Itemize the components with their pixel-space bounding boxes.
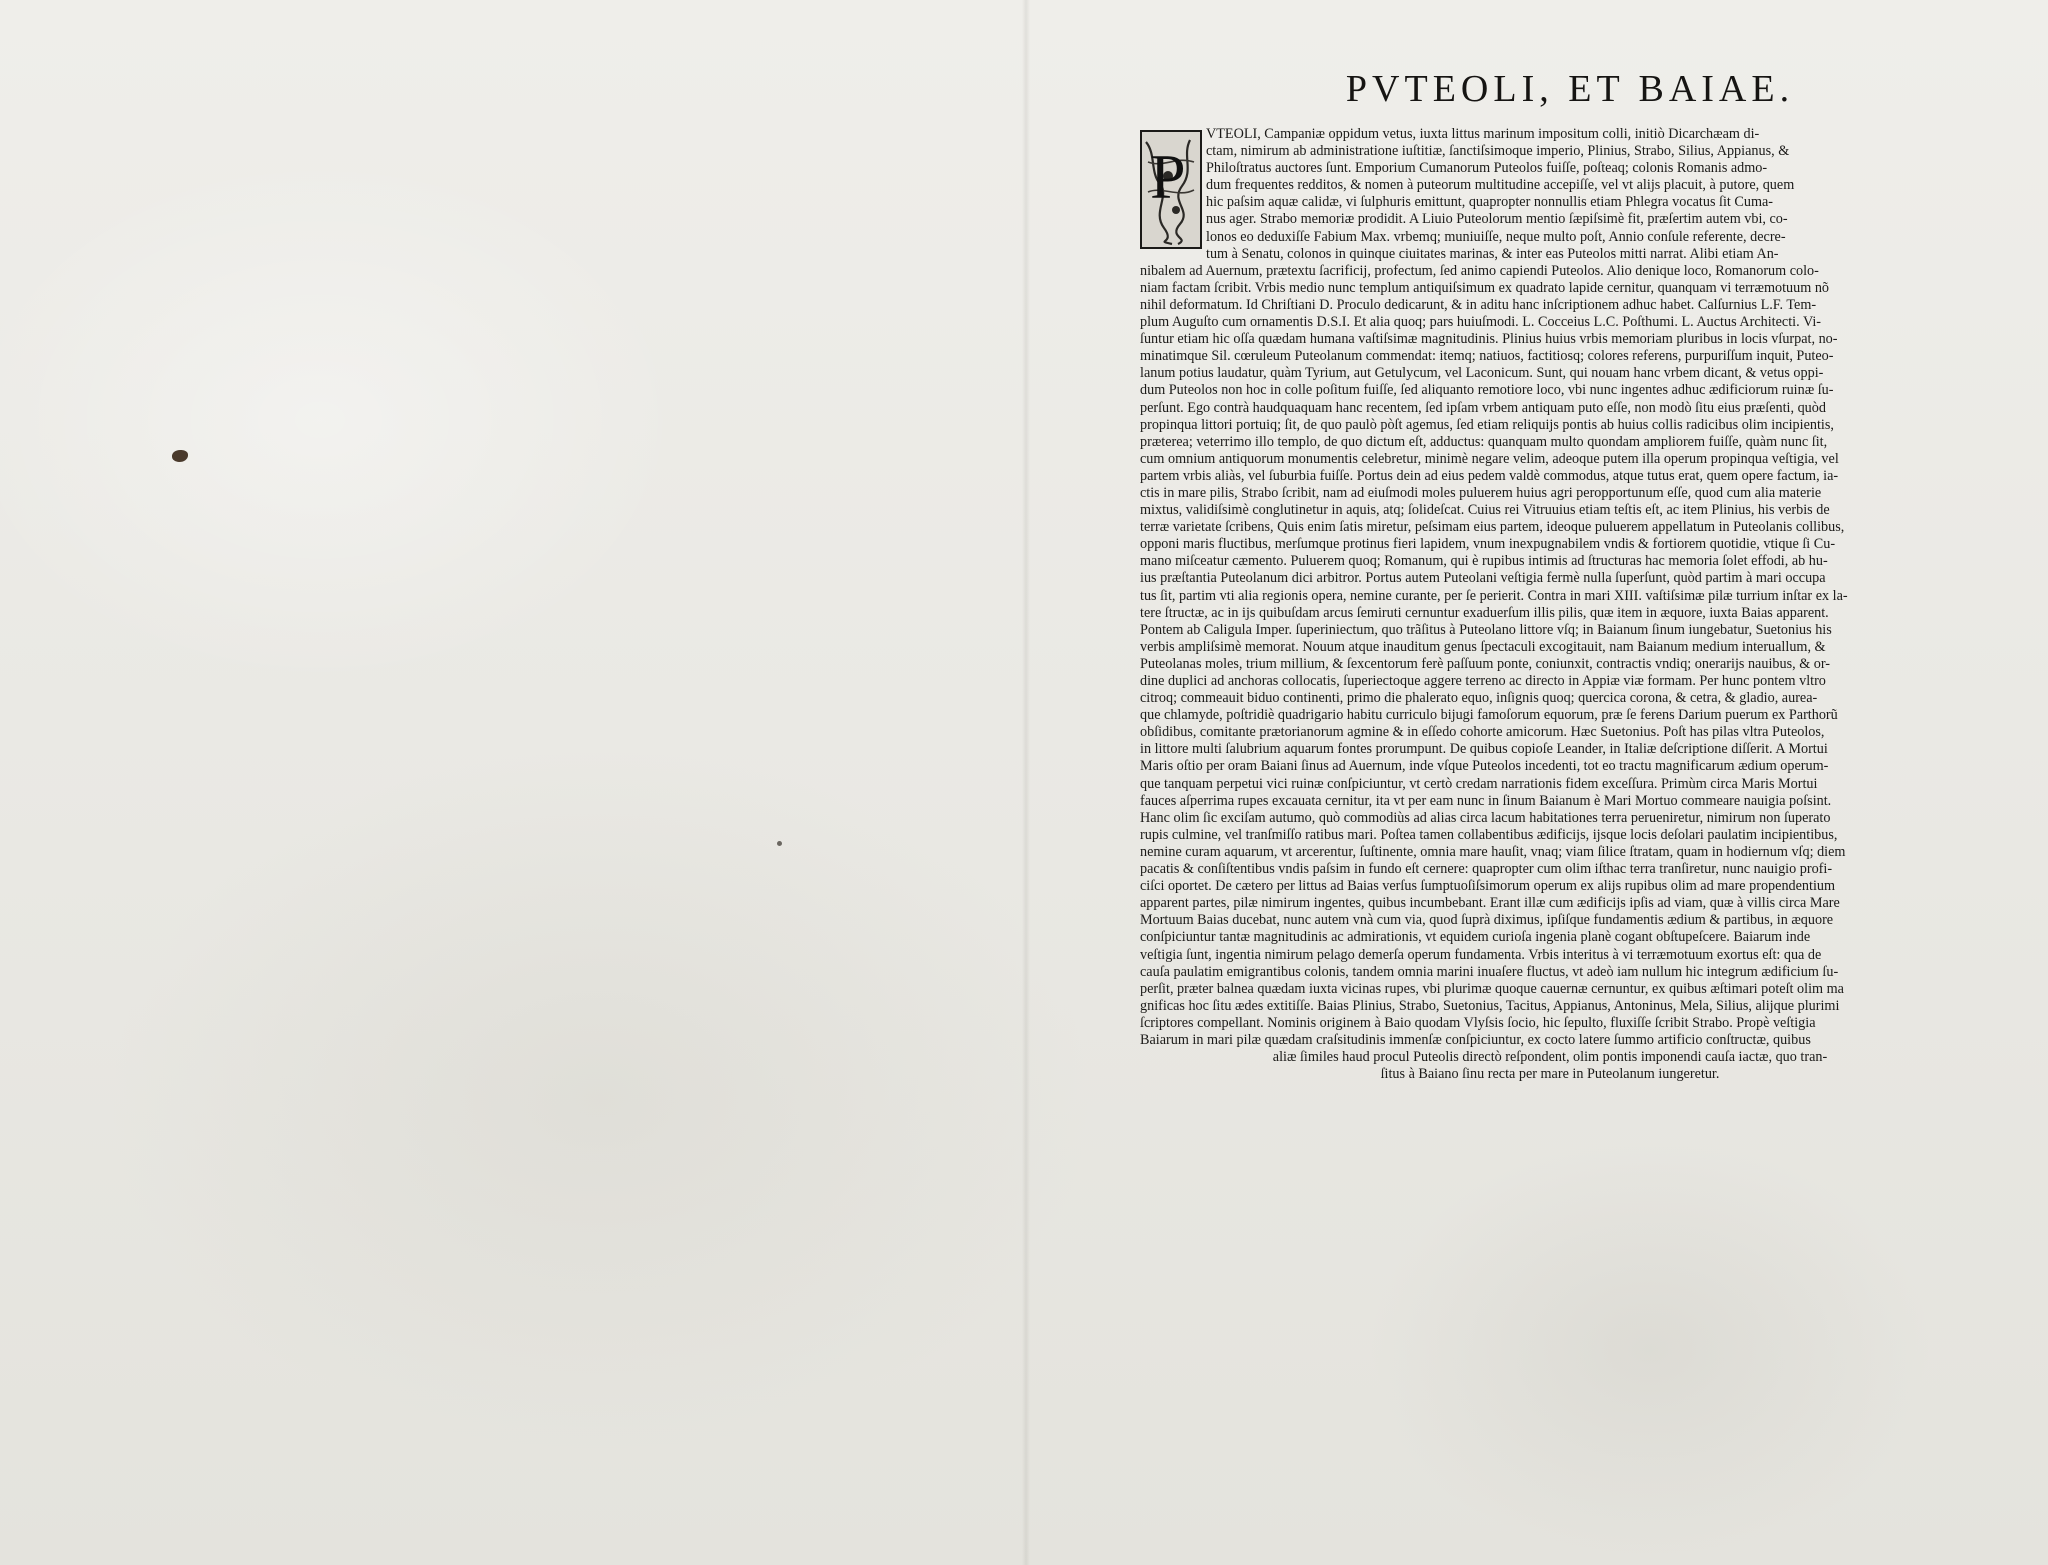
text-line: mixtus, validiſsimè conglutinetur in aquis, atq; ſolideſcat. Cuius rei Vitruuius etiam teſtis eſt, ac item Plinius, his verbis de — [1140, 502, 1830, 519]
text-line: ſitus à Baiano ſinu recta per mare in Puteolanum iungeretur. — [1380, 1066, 1720, 1083]
ink-stain — [172, 450, 188, 462]
text-line: ciſci oportet. De cætero per littus ad Baias verſus ſumptuoſiſsimorum operum ex alijs rupibus olim ad mare propendentium — [1140, 878, 1836, 895]
text-line: propinqua littori portuiq; ſit, de quo paulò pòſt agemus, ſed etiam reliquijs pontis ab huius collis radicibus olim incipientis, — [1140, 416, 1834, 433]
text-line: lonos eo deduxiſſe Fabium Max. vrbemq; muniuiſſe, neque multo poſt, Annio conſule referente, decre- — [1206, 228, 1786, 245]
text-line: que chlamyde, poſtridiè quadrigario habitu curriculo bijugi famoſorum equorum, præ ſe ferens Darium puerum ex Parthorũ — [1140, 707, 1838, 724]
text-line: plum Auguſto cum ornamentis D.S.I. Et alia quoq; pars huiuſmodi. L. Cocceius L.C. Poſthumi. L. Auctus Architecti. Vi- — [1140, 314, 1821, 331]
text-line: rupis culmine, vel tranſmiſſo ratibus mari. Poſtea tamen collabentibus ædificijs, ijsque locis deſolari paulatim incipientibus, — [1140, 826, 1838, 843]
text-line: apparent partes, pilæ nimirum ingentes, quibus incumbebant. Erant illæ cum ædificijs ipſis ad viam, quæ à villis circa Mare — [1140, 895, 1840, 912]
text-line: ſuntur etiam hic oſſa quædam humana vaſtiſsimæ magnitudinis. Plinius huius vrbis memoriam pluribus in locis vſurpat, no- — [1140, 331, 1838, 348]
text-line: nihil deformatum. Id Chriſtiani D. Proculo dedicarunt, & in aditu hanc inſcriptionem adhuc habet. Calſurnius L.F. Tem- — [1140, 296, 1817, 313]
text-line: Philoſtratus auctores ſunt. Emporium Cumanorum Puteolos fuiſſe, poſteaq; colonis Romanis admo- — [1206, 160, 1768, 177]
text-line: fauces aſperrima rupes excauata cernitur, ita vt per eam nunc in ſinum Baianum è Mari Mortuo commeare nauigia poſsint. — [1140, 792, 1832, 809]
text-line: opponi maris fluctibus, merſumque protinus fieri lapidem, vnum inexpugnabilem vndis & fortiorem quotidie, vtique ſi Cu- — [1140, 536, 1836, 553]
text-line: conſpiciuntur tantæ magnitudinis ac admirationis, vt equidem curioſa ingenia planè cogant obſtupeſcere. Baiarum inde — [1140, 929, 1811, 946]
text-line: verbis ampliſsimè memorat. Nouum atque inauditum genus ſpectaculi excogitauit, nam Baianum medium interuallum, & — [1140, 638, 1826, 655]
text-line: veſtigia ſunt, ingentia nimirum pelago demerſa operum fundamenta. Vrbis interitus à vi terræmotuum exortus eſt: qua de — [1140, 946, 1822, 963]
text-line: tum à Senatu, colonos in quinque ciuitates marinas, & inter eas Puteolos mitti narrat. Alibi etiam An- — [1206, 245, 1779, 262]
text-line: citroq; commeauit biduo continenti, primo die phalerato equo, inſignis quoq; quercica corona, & cetra, & gladio, aurea- — [1140, 690, 1818, 707]
text-line: Maris oſtio per oram Baiani ſinus ad Auernum, inde vſque Puteolos incedenti, tot eo tractu magnificarum ædium operum- — [1140, 758, 1829, 775]
text-line: tus ſit, partim vti alia regionis opera, nemine curante, per ſe perierit. Contra in mari XIII. vaſtiſsimæ pilæ turrium inſtar ex la- — [1140, 587, 1848, 604]
svg-text:P: P — [1150, 141, 1186, 212]
text-line: hic paſsim aquæ calidæ, vi ſulphuris emittunt, quapropter nonnullis etiam Phlegra vocatus ſit Cuma- — [1206, 194, 1774, 211]
text-line: præterea; veterrimo illo templo, de quo dictum eſt, adductus: quanquam multo quondam ampliorem fuiſſe, quàm nunc ſit, — [1140, 433, 1828, 450]
closing-lines — [1140, 1049, 1960, 1083]
text-line: nus ager. Strabo memoriæ prodidit. A Liuio Puteolorum mentio ſæpiſsimè fit, præſertim autem vbi, co- — [1206, 211, 1788, 228]
text-line: nibalem ad Auernum, prætextu ſacrificij, profectum, ſed animo capiendi Puteolos. Alio denique loco, Romanorum colo- — [1140, 262, 1819, 279]
text-line: dum frequentes redditos, & nomen à puteorum multitudine accepiſſe, vel vt alijs placuit, à putore, quem — [1206, 177, 1795, 194]
text-line: cauſa paulatim emigrantibus colonis, tandem omnia marini inuaſere fluctus, vt adeò iam nullum hic integrum ædificium ſu- — [1140, 963, 1839, 980]
text-line: Baiarum in mari pilæ quædam craſsitudinis immenſæ conſpiciuntur, ex cocto latere ſummo artificio conſtructæ, quibus — [1140, 1031, 1811, 1048]
text-line: cum omnium antiquorum monumentis celebretur, minimè negare velim, adeoque putem illa operum propinqua veſtigia, vel — [1140, 450, 1839, 467]
text-line: VTEOLI, Campaniæ oppidum vetus, iuxta littus marinum impositum colli, initiò Dicarchæam di- — [1206, 126, 1760, 142]
text-block — [1140, 70, 1960, 1083]
text-line: partem vrbis aliàs, vel ſuburbia fuiſſe. Portus dein ad eius pedem valdè commodus, atque tutus erat, quem opere factum, ia- — [1140, 467, 1839, 484]
paper-speck — [777, 841, 782, 846]
page-title: PVTEOLI, ET BAIAE. — [1345, 68, 1795, 110]
text-line: Pontem ab Caligula Imper. ſuperiniectum, quo trãſitus à Puteolano littore vſq; in Baianum ſinum iungebatur, Suetonius his — [1140, 621, 1832, 638]
text-line: ctis in mare pilis, Strabo ſcribit, nam ad eiuſmodi moles puluerem huius agri peropportunum eſſe, quod cum alia materie — [1140, 484, 1822, 501]
text-line: aliæ ſimiles haud procul Puteolis directò reſpondent, olim pontis imponendi cauſa iactæ, quo tran- — [1272, 1049, 1828, 1066]
center-fold — [1022, 0, 1030, 1565]
text-line: ſcriptores compellant. Nominis originem à Baio quodam Vlyſsis ſocio, hic ſepulto, fluxiſſe ſcribit Strabo. Propè veſtigia — [1140, 1014, 1816, 1031]
text-line: dine duplici ad anchoras collocatis, ſuperiectoque aggere terreno ac directo in Appiæ viæ formam. Per hunc pontem vltro — [1140, 673, 1826, 689]
text-line: in littore multi ſalubrium aquarum fontes prorumpunt. De quibus copioſe Leander, in Italiæ deſcriptione diſſerit. A Mortui — [1140, 741, 1828, 758]
text-line: mano miſceatur cæmento. Puluerem quoq; Romanum, qui è rupibus intimis ad ſtructuras hac memoria ſolet effodi, ab hu- — [1140, 553, 1828, 570]
body-text — [1140, 126, 1960, 1083]
text-line: Mortuum Baias ducebat, nunc autem vnà cum via, quod ſuprà diximus, ipſiſque fundamentis ædium & partibus, in æquore — [1140, 912, 1834, 929]
text-line: dum Puteolos non hoc in colle poſitum fuiſſe, ſed aliquanto remotiore loco, vbi nunc ingentes adhuc ædificiorum ruinæ ſu- — [1140, 382, 1834, 399]
text-line: niam factam ſcribit. Vrbis medio nunc templum antiquiſsimum ex quadrato lapide cernitur, quanquam vi terræmotuum nõ — [1140, 279, 1830, 296]
decorated-initial-icon — [1140, 130, 1202, 249]
text-line: que tanquam perpetui vici ruinæ conſpiciuntur, vt certò credam narrationis fidem exceſſura. Primùm circa Maris Mortui — [1140, 775, 1818, 792]
text-line: Hanc olim ſic exciſam autumo, quò commodiùs ad alias circa lacum habitationes terra perueniretur, nimirum non ſuperato — [1140, 809, 1831, 826]
indented-lines — [1140, 126, 1960, 263]
text-line: gnificas hoc ſitu ædes extitiſſe. Baias Plinius, Strabo, Suetonius, Tacitus, Appianus, Antoninus, Mela, Silius, alijque plurimi — [1140, 997, 1840, 1014]
text-line: tere ſtructæ, ac in ijs quibuſdam arcus ſemiruti cernuntur exaduerſum illis pilis, quæ item in æquore, iuxta Baias apparent. — [1140, 604, 1829, 621]
text-line: minatimque Sil. cœruleum Puteolanum commendat: itemq; natiuos, factitiosq; colores referens, purpuriſſum inquit, Puteo- — [1140, 348, 1834, 365]
text-line: perſit, præter balnea quædam iuxta vicinas rupes, vbi plurimæ quoque cauernæ cernuntur, ex quibus æſtimari poteſt olim ma — [1140, 980, 1844, 997]
text-line: lanum potius laudatur, quàm Tyrium, aut Getulycum, vel Laconicum. Sunt, qui nouam hanc vrbem dicant, & vetus oppi- — [1140, 365, 1824, 382]
full-lines — [1140, 263, 1960, 1049]
text-line: Puteolanas moles, trium millium, & ſexcentorum ferè paſſuum ponte, coniunxit, contractis vndiq; onerarijs nauibus, & or- — [1140, 655, 1831, 672]
text-line: terræ varietate ſcribens, Quis enim ſatis miretur, peſsimam eius partem, ideoque puluerem appellatum in Puteolanis collibus, — [1140, 519, 1845, 536]
text-line: ctam, nimirum ab administratione iuſtitiæ, ſanctiſsimoque imperio, Plinius, Strabo, Silius, Appianus, & — [1206, 143, 1790, 160]
text-line: nemine curam aquarum, vt arcerentur, ſuſtinente, omnia mare hauſit, vnaq; viam ſilice ſtratam, quam in hodiernum vſq; diem — [1140, 843, 1846, 860]
text-line: obſidibus, comitante prætorianorum agmine & in eſſedo cohorte amicorum. Hæc Suetonius. Poſt has pilas vltra Puteolos, — [1140, 724, 1825, 741]
text-line: perſunt. Ego contrà haudquaquam hanc recentem, ſed ipſam vrbem antiquam puto eſſe, non modò ſitu eius præſenti, quòd — [1140, 399, 1826, 416]
text-line: ius præſtantia Puteolanum dici arbitror. Portus autem Puteolani veſtigia fermè nulla ſuperſunt, quòd partim à mari occupa — [1140, 570, 1826, 587]
text-line: pacatis & conſiſtentibus vndis paſsim in fundo eſt cernere: quapropter cum olim iſthac terra tranſiretur, nunc nauigio profi- — [1140, 861, 1833, 878]
